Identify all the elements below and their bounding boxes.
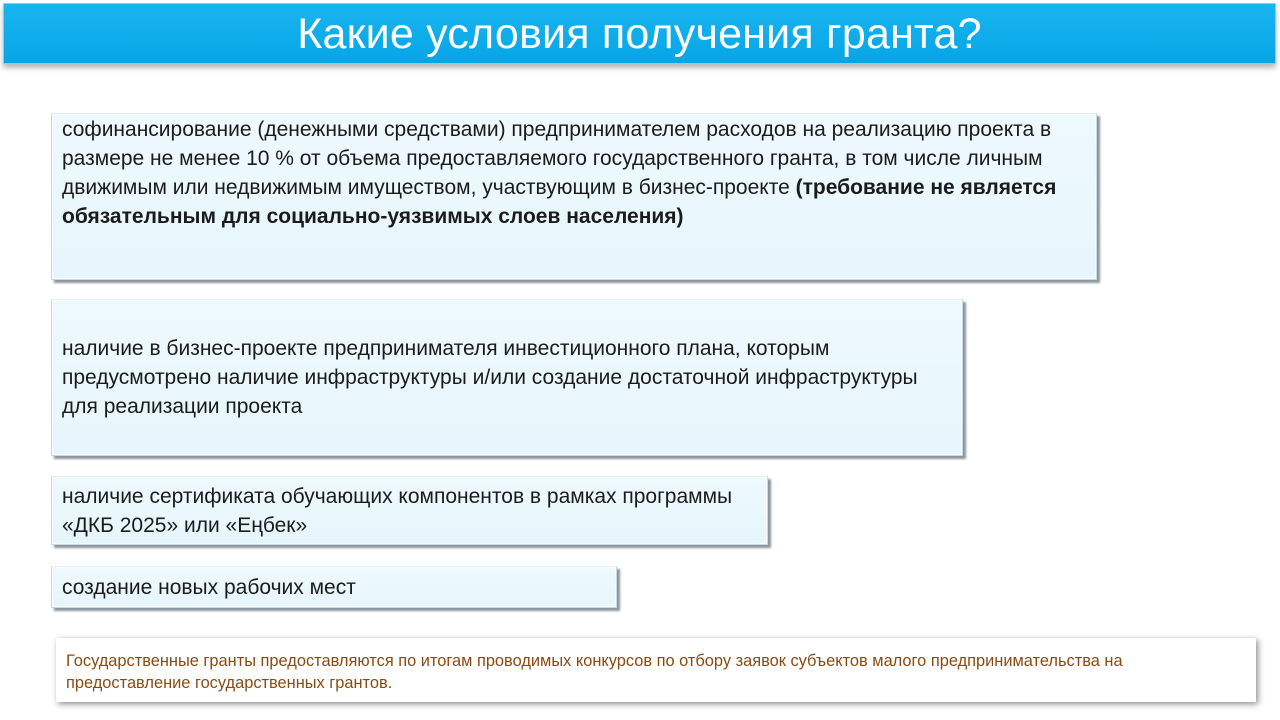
- condition-new-jobs-text: создание новых рабочих мест: [62, 575, 356, 599]
- slide-title: Какие условия получения гранта?: [3, 3, 1276, 64]
- condition-cofinancing-main-text: софинансирование (денежными средствами) предпринимателем расходов на реализацию проекта в размере не менее 10 % от объема предоставляемого государственного гранта, в том числе личным движимым или недвижимым имуществом, участвующим в бизнес-проекте: [62, 118, 1052, 199]
- condition-training-certificate: [51, 476, 768, 545]
- condition-cofinancing-text: [62, 115, 1088, 231]
- condition-investment-plan-text: наличие в бизнес-проекте предпринимателя инвестиционного плана, которым предусмотрено наличие инфраструктуры и/или создание достаточной инфраструктуры для реализации проекта: [62, 337, 918, 418]
- condition-new-jobs: [51, 566, 617, 608]
- condition-cofinancing: [51, 113, 1097, 280]
- condition-investment-plan: [51, 299, 963, 456]
- condition-training-certificate-text: наличие сертификата обучающих компонентов в рамках программы «ДКБ 2025» или «Еңбек»: [62, 484, 733, 537]
- condition-cofinancing-exception: (требование не является обязательным для социально-уязвимых слоев населения): [62, 176, 1057, 228]
- grant-note: Государственные гранты предоставляются по итогам проводимых конкурсов по отбору заявок субъектов малого предпринимательства на предоставление государственных грантов.: [56, 638, 1256, 702]
